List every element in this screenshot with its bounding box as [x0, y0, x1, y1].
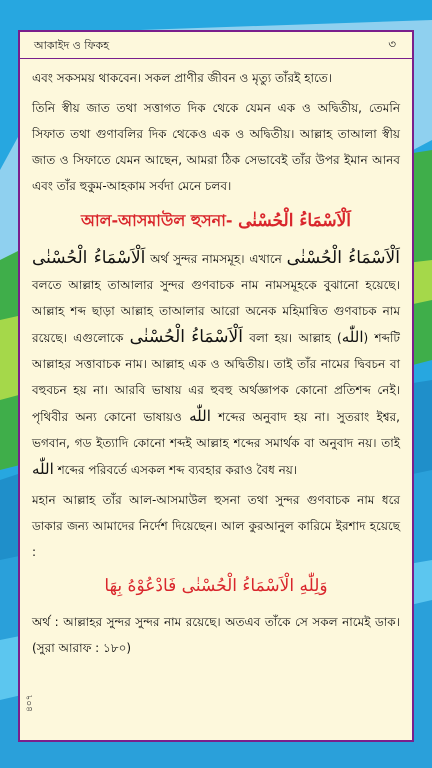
text-segment-4: ) শব্দটি আল্লাহর সত্তাবাচক নাম। আল্লাহ এক ও অদ্বিতীয়। তাই তাঁর নামের দ্বিবচন বা বহুবচন হয় না। আরবি ভাষায় এর হুবহু অর্থজ্ঞাপক কোনো প্রতিশব্দ নেই। পৃথিবীর অন্য কোনো ভাষায়ও — [32, 331, 400, 424]
heading-arabic: اَلْاَسْمَاءُ الْحُسْنٰى — [238, 211, 352, 231]
translation: অর্থ : আল্লাহর সুন্দর সুন্দর নাম রয়েছে। অতএব তাঁকে সে সকল নামেই ডাক। (সুরা আরাফ : ১৮০) — [32, 615, 400, 655]
side-mark: ৪০৭ — [25, 694, 35, 712]
text-segment-3: বলা হয়। আল্লাহ ( — [249, 331, 342, 345]
arabic-term-part-2: الْحُسْنٰى — [129, 327, 185, 347]
page-number: ৩ — [388, 37, 396, 51]
paragraph-definition — [32, 245, 400, 483]
text-segment-5: শব্দের অনুবাদ হয় না। সুতরাং ইশ্বর, ভগবান, গড ইত্যাদি কোনো শব্দই আল্লাহ শব্দের সমার্থক বা অনুবাদ নয়। তাই — [32, 410, 400, 450]
paragraph-3: মহান আল্লাহ তাঁর আল-আসমাউল হুসনা তথা সুন্দর গুণবাচক নাম ধরে ডাকার জন্য আমাদের নির্দেশ দিয়েছেন। আল কুরআনুল কারিমে ইরশাদ হয়েছে : — [32, 493, 400, 559]
arabic-allah-3: اللّٰه — [32, 460, 54, 478]
arabic-term-inline: اَلْاَسْمَاءُ الْحُسْنٰى — [286, 248, 400, 268]
text-segment-2: বলতে আল্লাহ তাআলার সুন্দর গুণবাচক নাম নামসমূহকে বুঝানো হয়েছে। আল্লাহ শব্দ ছাড়া আল্লাহ তাআলার আরো অনেক মহিমান্বিত গুণবাচক নাম রয়েছে। এগুলোকে — [32, 278, 400, 345]
page-header — [20, 32, 412, 59]
paragraph-1: এবং সকসময় থাকবেন। সকল প্রাণীর জীবন ও মৃত্যু তাঁরই হাতে। — [32, 71, 333, 85]
text-segment-1: অর্থ সুন্দর নামসমূহ। এখানে — [150, 252, 282, 266]
arabic-term-part-1: اَلْاَسْمَاءُ — [191, 327, 243, 347]
section-heading — [32, 207, 400, 235]
chapter-title: আকাইদ ও ফিকহ — [34, 39, 109, 52]
heading-text: আল-আসমাউল হুসনা- — [80, 211, 233, 230]
text-segment-6: শব্দের পরিবর্তে এসকল শব্দ ব্যবহার করাও বৈধ নয়। — [57, 463, 298, 477]
quran-verse: وَلِلّٰهِ الْاَسْمَاءُ الْحُسْنٰى فَادْعُوْهُ بِهَا — [104, 576, 328, 596]
arabic-allah-2: اللّٰه — [189, 407, 211, 425]
arabic-allah: اللّٰه — [341, 328, 364, 346]
page-content — [20, 59, 412, 661]
book-page — [18, 30, 414, 742]
paragraph-2: তিনি স্বীয় জাত তথা সত্তাগত দিক থেকে যেমন এক ও অদ্বিতীয়, তেমনি সিফাত তথা গুণাবলির দিক থেকেও এক ও অদ্বিতীয়। আল্লাহ তাআলা স্বীয় জাত ও সিফাতে যেমন আছেন, আমরা ঠিক সেভাবেই তাঁর উপর ইমান আনব এবং তাঁর হুকুম-আহকাম সর্বদা মেনে চলব। — [32, 101, 400, 193]
arabic-term: اَلْاَسْمَاءُ الْحُسْنٰى — [32, 248, 146, 268]
